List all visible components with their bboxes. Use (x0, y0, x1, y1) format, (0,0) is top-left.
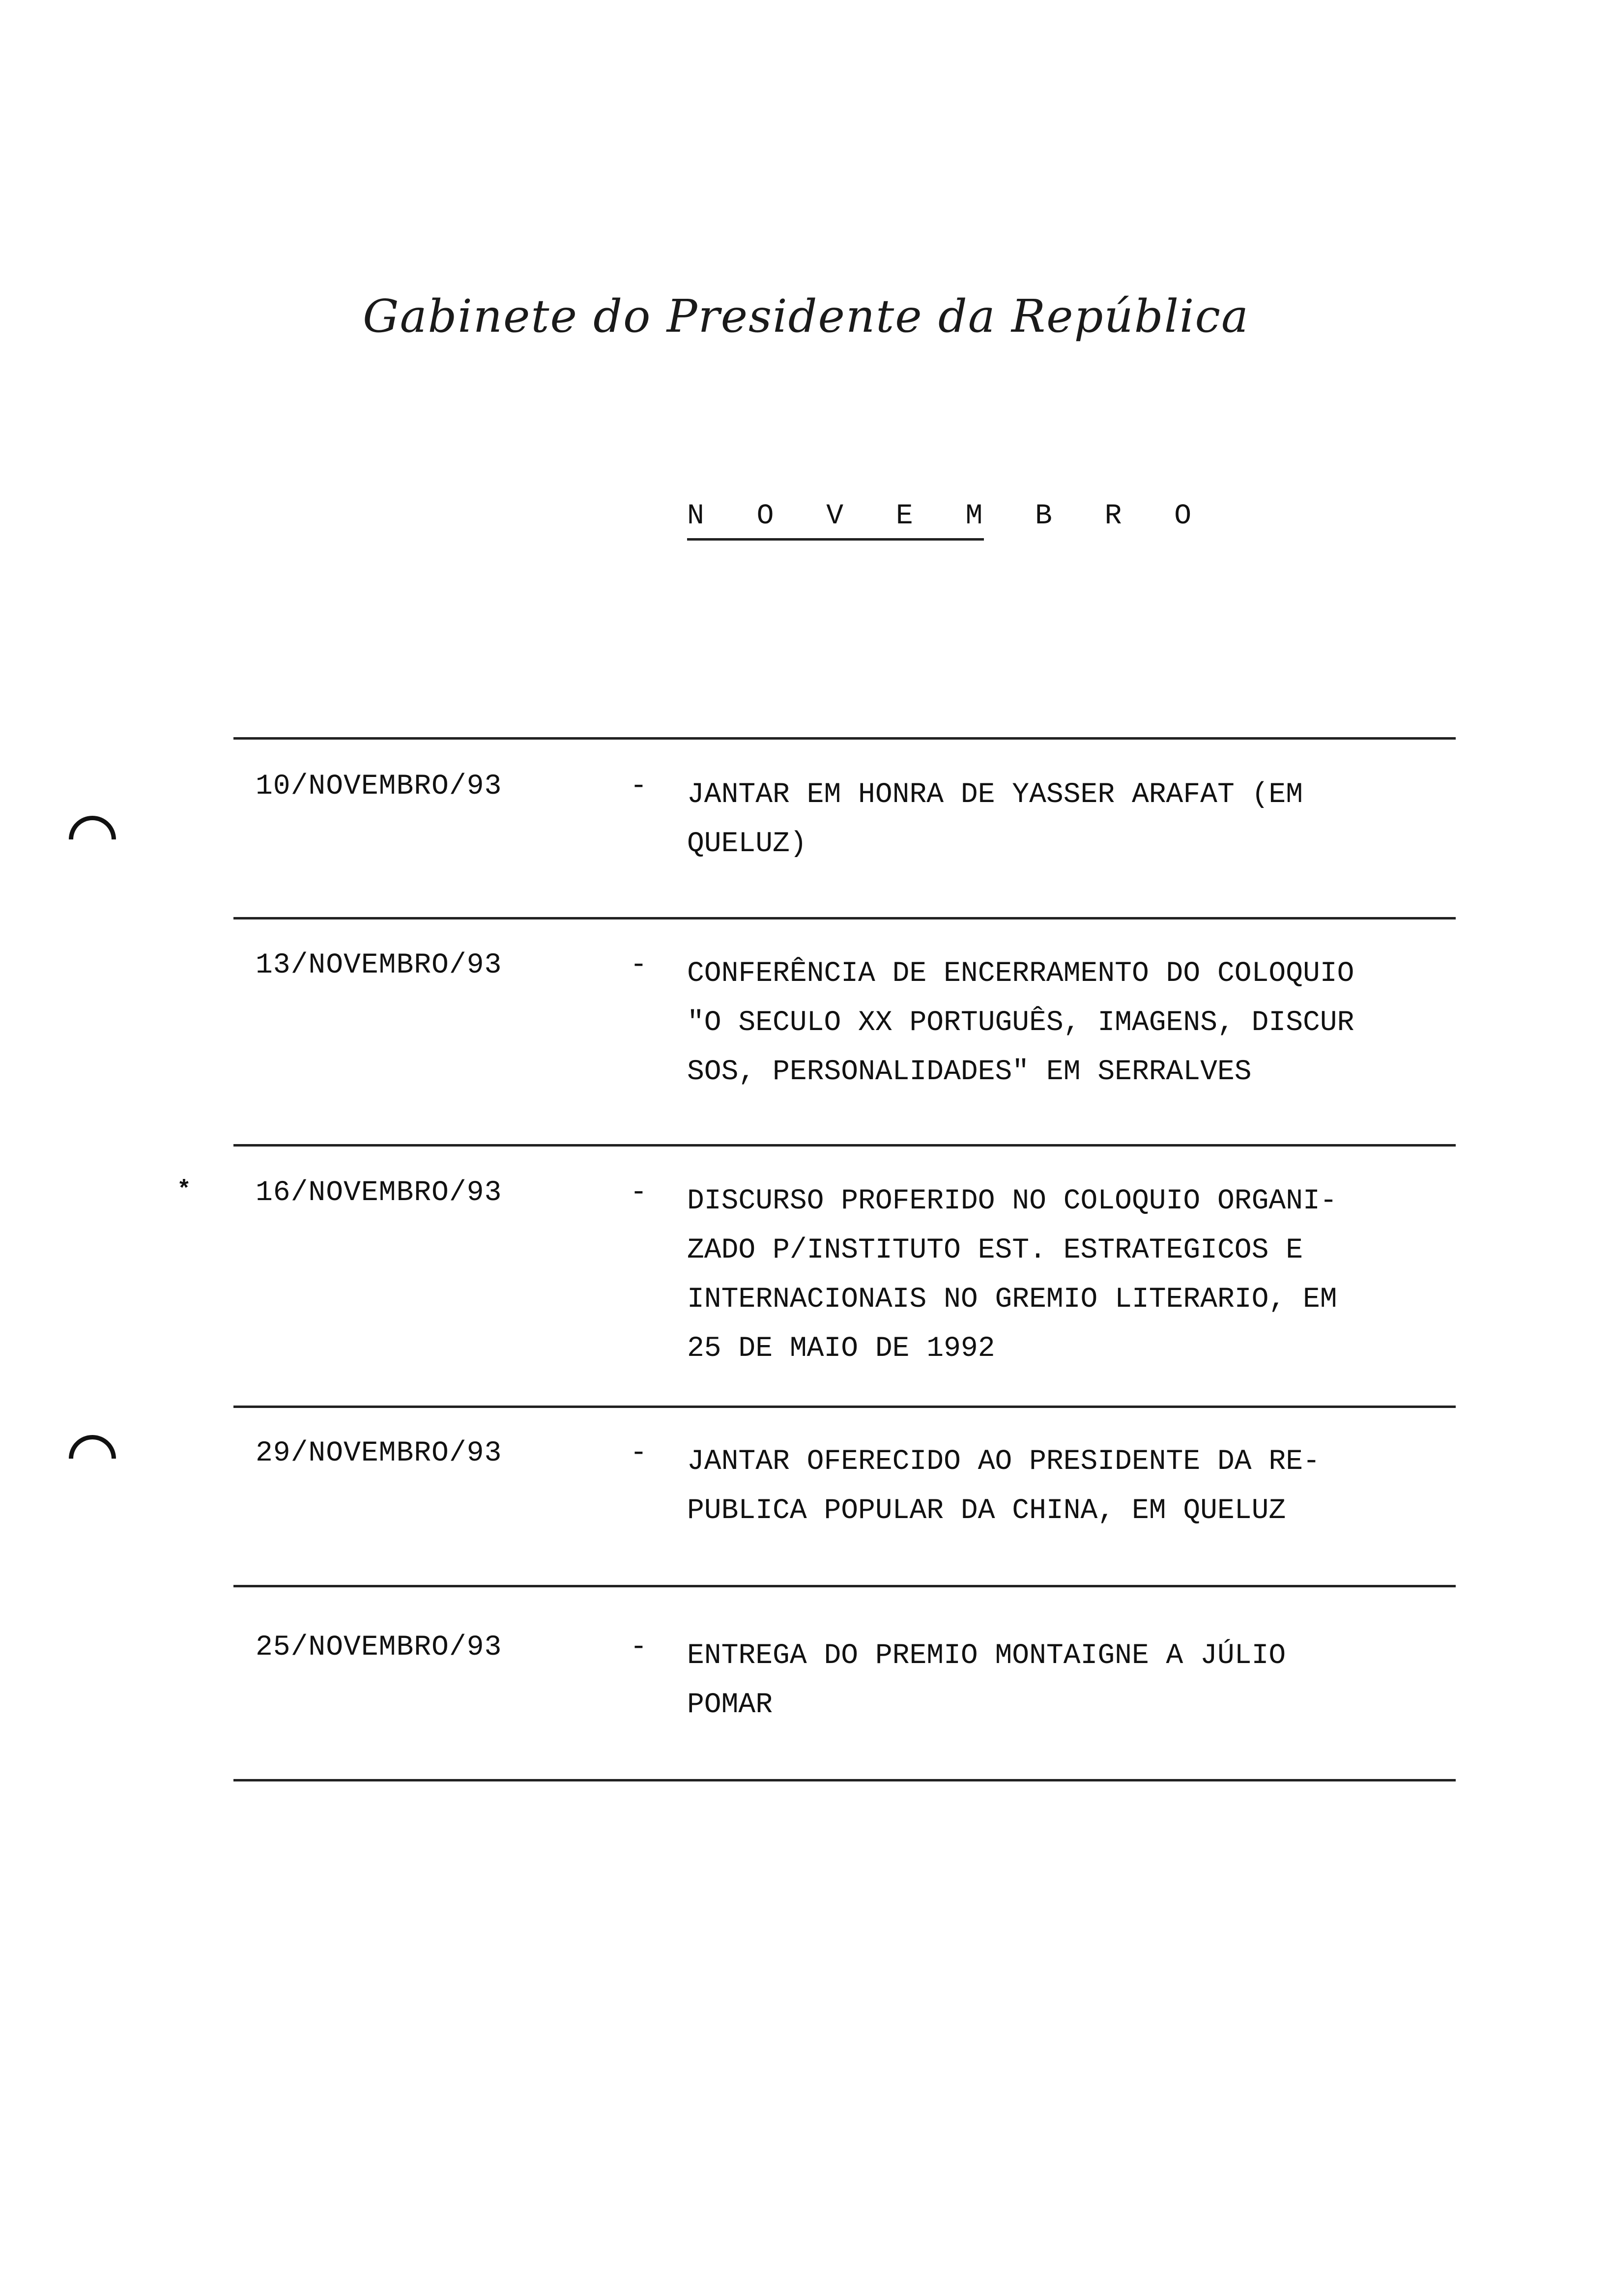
entry-date: 10/NOVEMBRO/93 (256, 771, 502, 803)
entry-line: INTERNACIONAIS NO GREMIO LITERARIO, EM (687, 1284, 1337, 1316)
entry-line: POMAR (687, 1689, 773, 1721)
letterhead: Gabinete do Presidente da República (363, 290, 1249, 343)
page-title: N O V E M B R O (687, 500, 984, 541)
entry-date: 25/NOVEMBRO/93 (256, 1632, 502, 1664)
entry-date: 16/NOVEMBRO/93 (256, 1177, 502, 1209)
entry-line: ENTREGA DO PREMIO MONTAIGNE A JÚLIO (687, 1640, 1286, 1672)
entry-description (687, 949, 1354, 1097)
divider (233, 737, 1456, 740)
entry-description (687, 1437, 1320, 1536)
divider (233, 1779, 1456, 1781)
entry-line: ZADO P/INSTITUTO EST. ESTRATEGICOS E (687, 1234, 1303, 1266)
divider (233, 917, 1456, 919)
entry-separator: - (630, 771, 647, 803)
punch-hole-mark (59, 806, 126, 873)
asterisk-marker: * (177, 1177, 191, 1204)
entry-separator: - (630, 949, 647, 981)
entry-separator: - (630, 1437, 647, 1469)
divider (233, 1585, 1456, 1587)
entry-line: SOS, PERSONALIDADES" EM SERRALVES (687, 1056, 1252, 1088)
entry-line: DISCURSO PROFERIDO NO COLOQUIO ORGANI- (687, 1185, 1337, 1217)
entry-line: JANTAR EM HONRA DE YASSER ARAFAT (EM (687, 779, 1303, 811)
entry-description (687, 771, 1303, 869)
entry-line: CONFERÊNCIA DE ENCERRAMENTO DO COLOQUIO (687, 958, 1354, 990)
entry-line: JANTAR OFERECIDO AO PRESIDENTE DA RE- (687, 1446, 1320, 1478)
entry-line: 25 DE MAIO DE 1992 (687, 1333, 995, 1365)
entry-separator: - (630, 1632, 647, 1664)
entry-line: QUELUZ) (687, 828, 807, 860)
punch-hole-mark (59, 1425, 126, 1492)
entry-line: "O SECULO XX PORTUGUÊS, IMAGENS, DISCUR (687, 1007, 1354, 1039)
entry-date: 29/NOVEMBRO/93 (256, 1437, 502, 1469)
entry-description (687, 1632, 1286, 1730)
entry-separator: - (630, 1177, 647, 1209)
entry-description (687, 1177, 1337, 1374)
divider (233, 1406, 1456, 1408)
entry-line: PUBLICA POPULAR DA CHINA, EM QUELUZ (687, 1495, 1286, 1527)
divider (233, 1144, 1456, 1147)
entry-date: 13/NOVEMBRO/93 (256, 949, 502, 981)
